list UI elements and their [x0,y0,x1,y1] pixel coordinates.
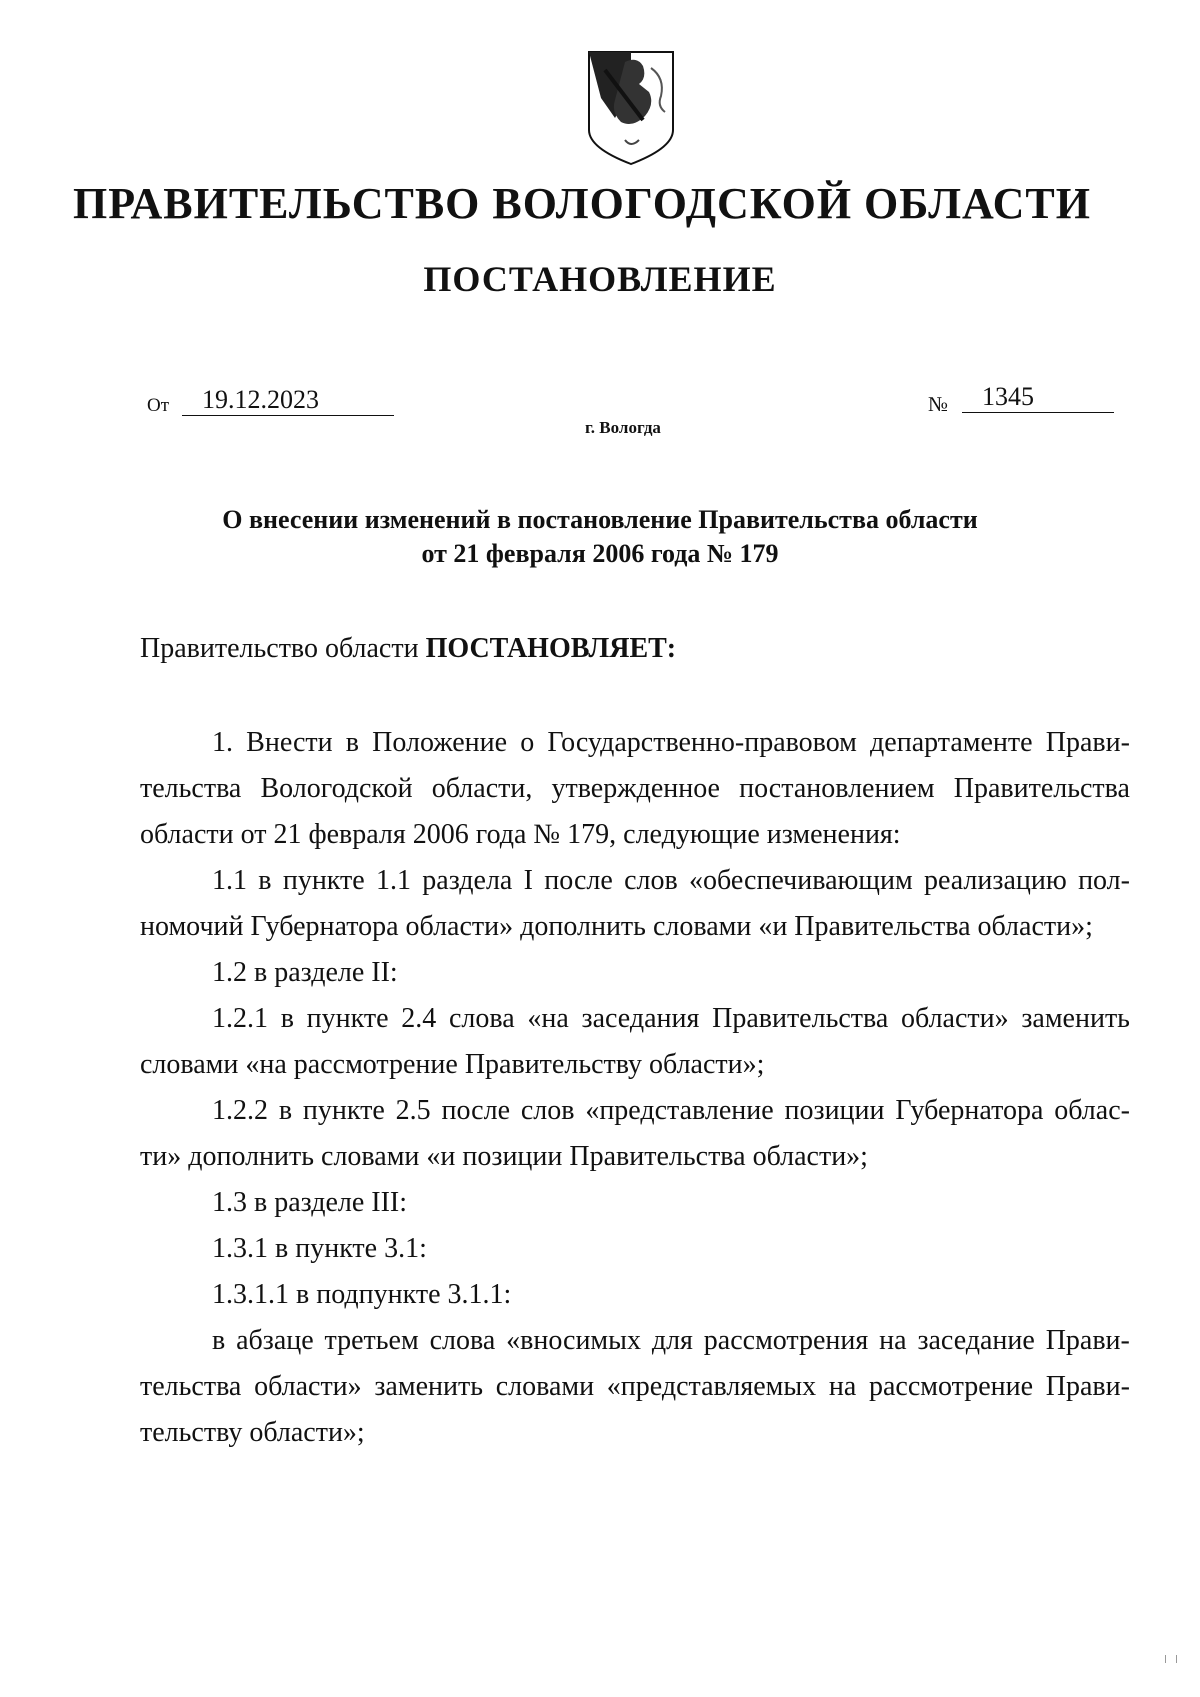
body-word: утвержденное [551,773,720,804]
body-word: 1.2.2 [212,1095,268,1126]
body-word: Губернатора [895,1095,1044,1126]
body-word: в [258,865,272,896]
body-word: слов [520,1095,575,1126]
body-word: в [212,1325,226,1356]
body-word: постановлением [739,773,935,804]
document-number-text: 1345 [982,382,1034,411]
body-word: словами [495,1371,595,1402]
number-prefix: № [928,392,949,416]
body-word: I [523,865,533,896]
body-line: 1.3 в разделе III: [212,1187,408,1218]
body-word: Внести [246,727,333,758]
body-word: рассмотрение [869,1371,1034,1402]
organization-title: ПРАВИТЕЛЬСТВО ВОЛОГОДСКОЙ ОБЛАСТИ [73,179,1091,228]
body-word: Прави- [1045,1325,1130,1356]
body-word: после [441,1095,510,1126]
body-word: рассмотрения [703,1325,869,1356]
body-line: области от 21 февраля 2006 года № 179, следующие изменения: [140,819,901,850]
body-word: о [520,727,535,758]
body-word: пол- [1078,865,1130,896]
body-word: слова [429,1325,496,1356]
body-word: Прави- [1045,1371,1130,1402]
body-line: 1.3.1 в пункте 3.1: [212,1233,427,1264]
body-word: для [651,1325,693,1356]
body-word: «вносимых [506,1325,641,1356]
body-word: 1.2.1 [212,1003,268,1034]
body-word: слова [448,1003,515,1034]
body-word: на [828,1371,857,1402]
scan-margin-mark [1165,1655,1177,1663]
body-word: департаменте [870,727,1033,758]
body-word: Положение [372,727,508,758]
subject-line-2: от 21 февраля 2006 года № 179 [421,539,779,568]
body-word: 2.5 [395,1095,431,1126]
body-word: заменить [1021,1003,1130,1034]
body-word: «обеспечивающим [689,865,913,896]
body-line [140,1088,1130,1134]
document-date-text: 19.12.2023 [202,385,319,414]
body-line [140,1364,1130,1410]
document-subject [0,503,1200,571]
document-type: ПОСТАНОВЛЕНИЕ [423,259,777,299]
body-word: в [278,1095,293,1126]
body-word: облас- [1054,1095,1130,1126]
body-word: заседание [917,1325,1035,1356]
body-line [140,720,1130,766]
body-word: области» [901,1003,1009,1034]
body-word: пункте [282,865,365,896]
body-word: позиции [784,1095,885,1126]
body-word: заменить [374,1371,483,1402]
coat-of-arms-emblem-icon [585,48,677,168]
body-word: 1. [212,727,233,758]
body-line: 1.2 в разделе II: [212,957,398,988]
body-word: 2.4 [401,1003,437,1034]
body-word: заседания [581,1003,700,1034]
body-line: номочий Губернатора области» дополнить словами «и Правительства области»; [140,911,1093,942]
body-word: в [280,1003,294,1034]
body-line: 1.3.1.1 в подпункте 3.1.1: [212,1279,512,1310]
body-line [140,858,1130,904]
decree-prefix: Правительство области [140,633,419,664]
body-word: реализацию [923,865,1067,896]
body-word: тельства [140,1371,242,1402]
document-number [962,382,1114,413]
body-word: слов [624,865,678,896]
body-word: «представляемых [606,1371,817,1402]
body-word: раздела [422,865,513,896]
body-line: ти» дополнить словами «и позиции Правительства области»; [140,1141,868,1172]
body-word: Правительства [953,773,1130,804]
city-label: г. Вологда [585,418,661,437]
body-word: после [544,865,613,896]
body-word: 1.1 [376,865,411,896]
date-prefix: От [147,395,170,416]
body-word: области, [431,773,533,804]
body-word: «представление [585,1095,774,1126]
body-word: Правительства [712,1003,889,1034]
body-word: пункте [302,1095,385,1126]
body-word: третьем [324,1325,419,1356]
body-line [140,1318,1130,1364]
body-word: тельства [140,773,242,804]
body-word: пункте [306,1003,389,1034]
body-word: области» [254,1371,362,1402]
body-line [140,996,1130,1042]
decree-statement [140,633,676,665]
body-line [140,766,1130,812]
body-word: абзаце [236,1325,314,1356]
body-word: на [879,1325,907,1356]
body-word: 1.1 [212,865,247,896]
body-word: «на [527,1003,569,1034]
body-word: в [345,727,359,758]
body-word: Государственно-правовом [547,727,857,758]
body-word: Вологодской [260,773,413,804]
subject-line-1: О внесении изменений в постановление Правительства области [222,505,978,534]
decree-verb: ПОСТАНОВЛЯЕТ: [425,633,677,664]
body-word: Прави- [1045,727,1130,758]
body-line: словами «на рассмотрение Правительству области»; [140,1049,765,1080]
body-line: тельству области»; [140,1417,365,1448]
document-body [140,720,1130,1456]
document-date [182,385,394,416]
